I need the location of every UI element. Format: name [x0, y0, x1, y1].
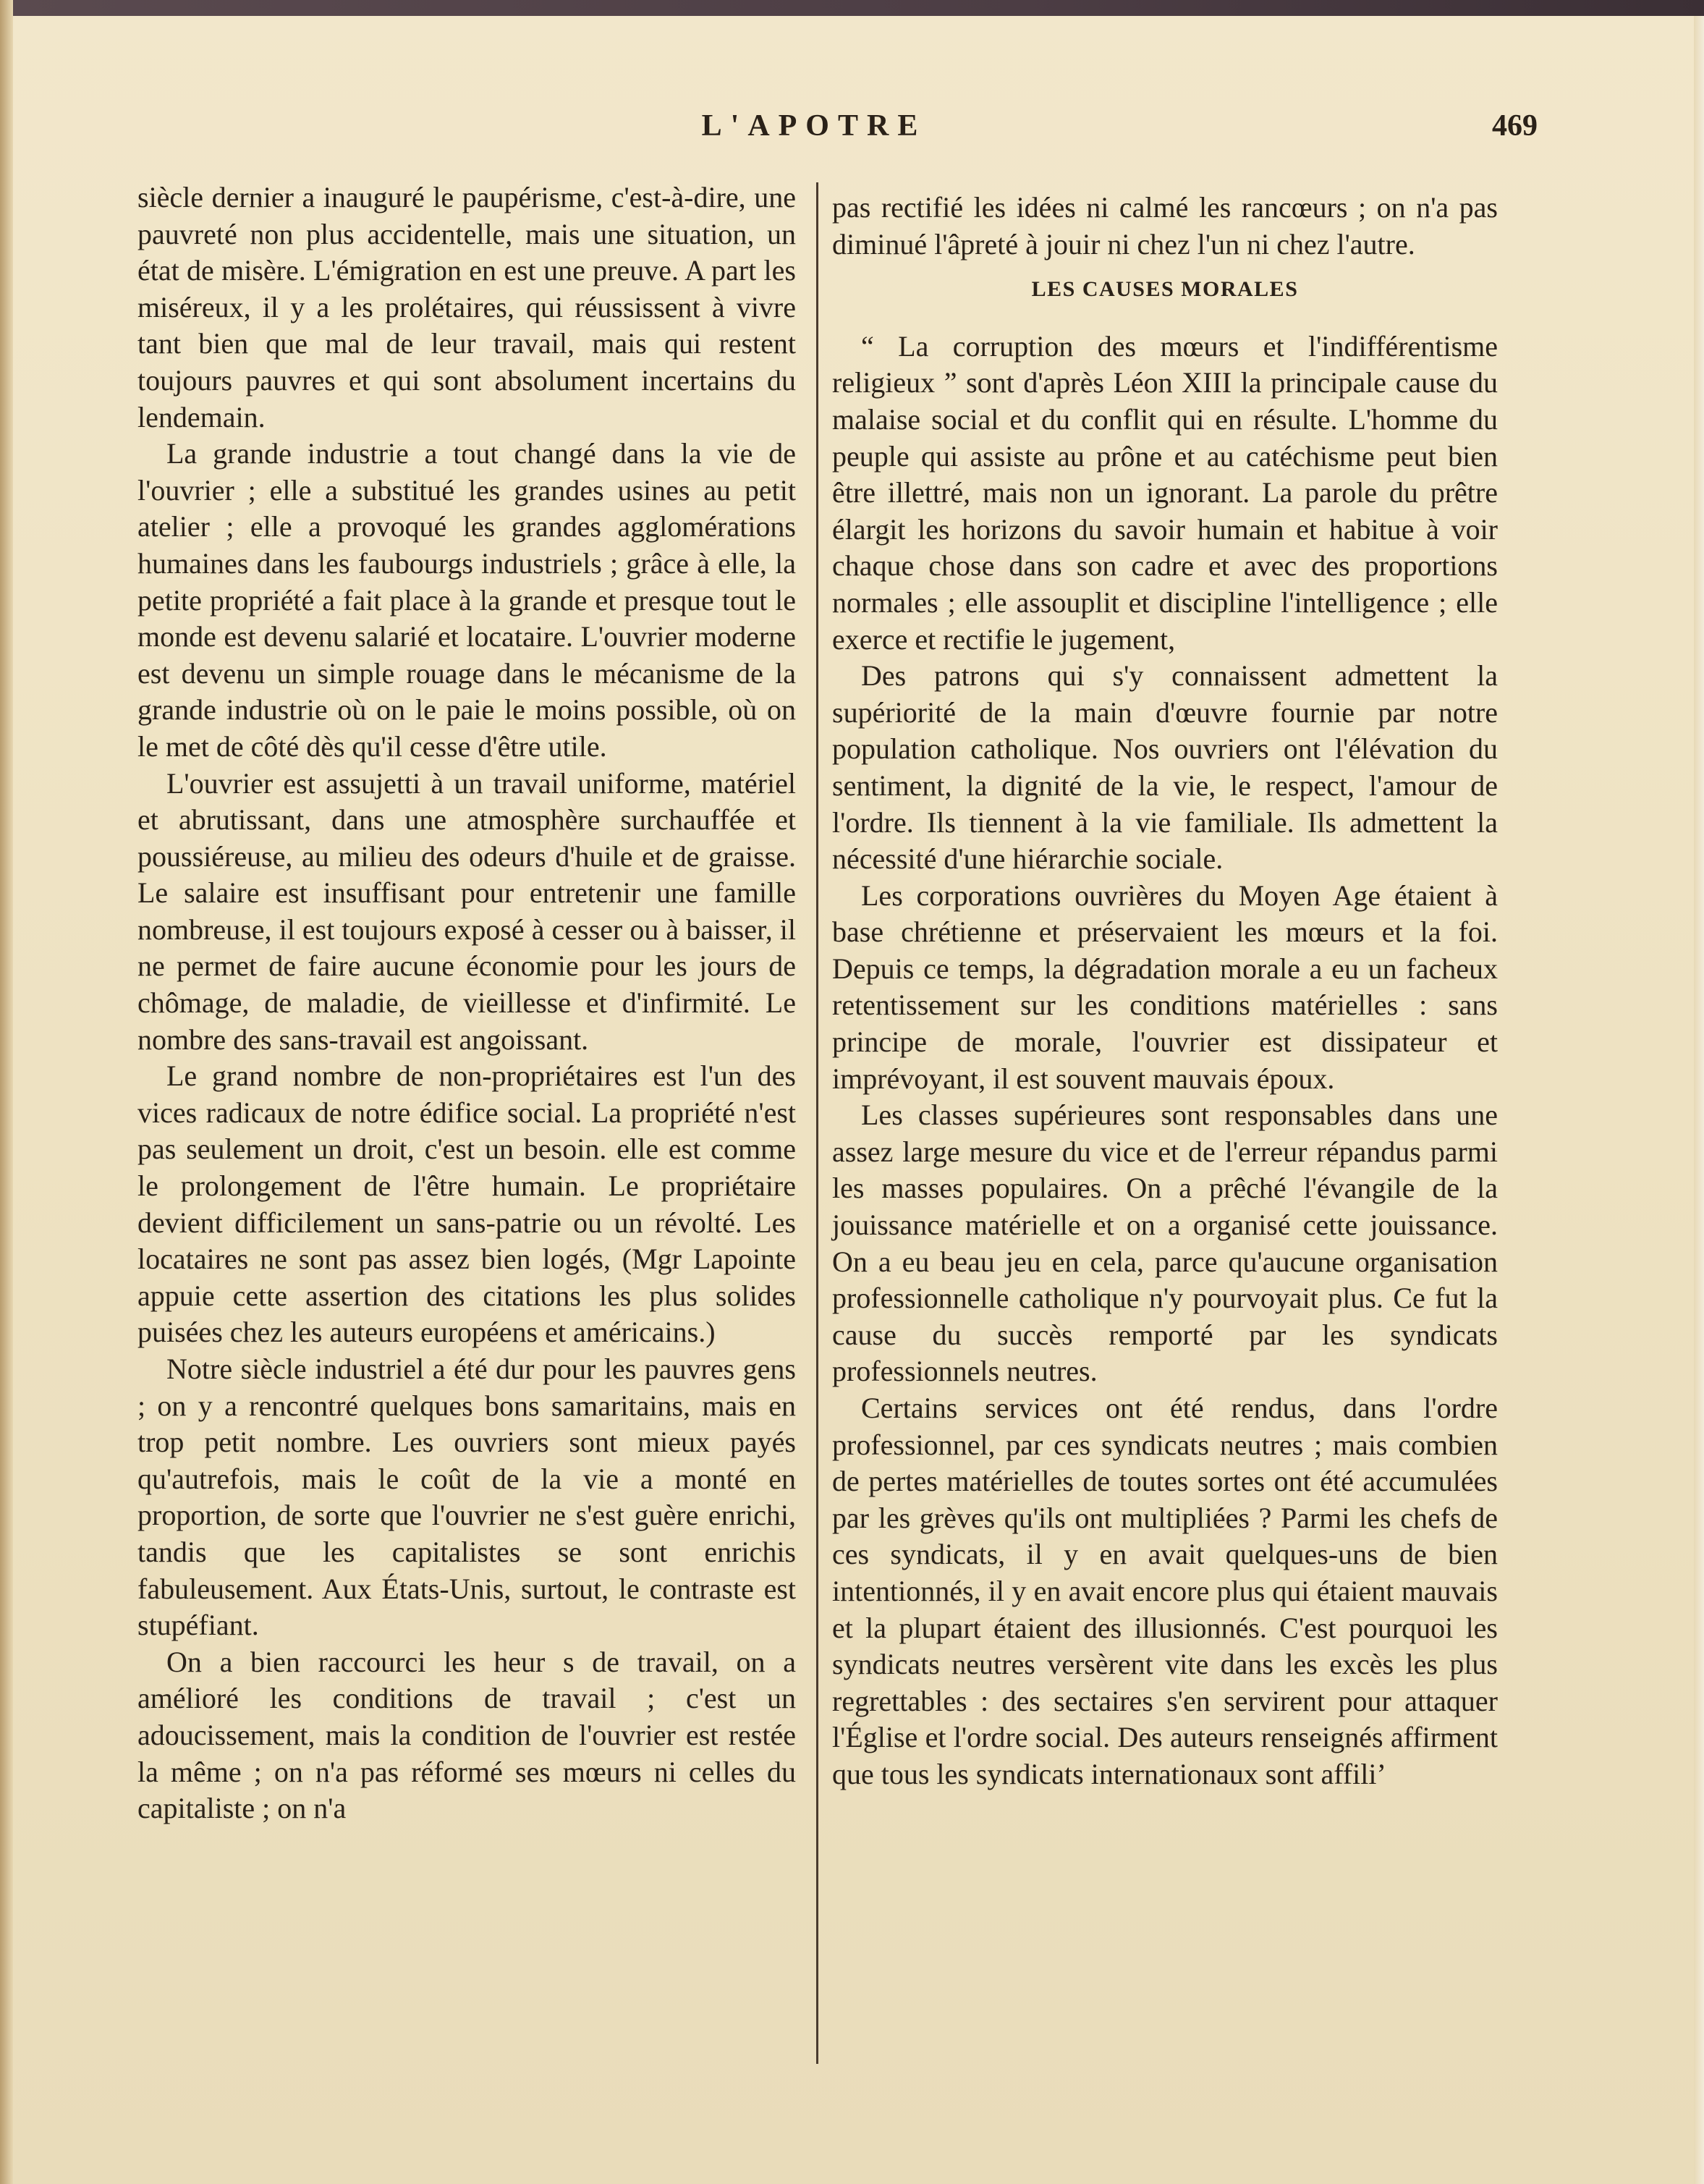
page-outer-edge: [1694, 16, 1704, 2184]
paragraph: Certains services ont été rendus, dans l'ordre professionnel, par ces syndicats neutres ; mais combien de pertes matérielles de toutes sortes ont été accumulées par les grèves qu'ils ont multipliées ? Parmi les chefs de ces syndicats, il y en avait quelques-uns de bien intentionnés, il y en avait encore plus qui étaient mauvais et la plupart étaient des illusionnés. C'est pourquoi les syndicats neutres versèrent vite dans les excès les plus regrettables : des sectaires s'en servirent pour attaquer l'Église et l'ordre social. Des auteurs renseignés affirment que tous les syndicats internationaux sont affili’: [832, 1392, 1498, 1790]
paragraph: “ La corruption des mœurs et l'indifférentisme religieux ” sont d'après Léon XIII la principale cause du malaise social et du conflit qui en résulte. L'homme du peuple qui assiste au prône et au catéchisme peut bien être illettré, mais non un ignorant. La parole du prêtre élargit les horizons du savoir humain et habitue à voir chaque chose dans son cadre et avec des proportions normales ; elle assouplit et discipline l'intelligence ; elle exerce et rectifie le jugement,: [832, 329, 1498, 656]
paragraph: Les corporations ouvrières du Moyen Age étaient à base chrétienne et préservaient les mœurs et la foi. Depuis ce temps, la dégradation morale a eu un facheux retentissement sur les conditions matérielles : sans principe de morale, l'ouvrier est dissipateur et imprévoyant, il est souvent mauvais époux.: [832, 879, 1498, 1095]
paragraph: Le grand nombre de non-propriétaires est l'un des vices radicaux de notre édifice social. La propriété n'est pas seulement un droit, c'est un besoin. elle est comme le prolongement de l'être humain. Le propriétaire devient difficilement un sans-patrie ou un révolté. Les locataires ne sont pas assez bien logés, (Mgr Lapointe appuie cette assertion des citations les plus solides puisées chez les auteurs européens et américains.): [137, 1059, 796, 1349]
paragraph: pas rectifié les idées ni calmé les rancœurs ; on n'a pas diminué l'âpreté à jouir ni chez l'un ni chez l'autre.: [832, 191, 1498, 261]
left-column: [137, 179, 796, 1827]
section-heading: LES CAUSES MORALES: [1031, 277, 1299, 302]
paragraph: siècle dernier a inauguré le paupérisme, c'est-à-dire, une pauvreté non plus accidentelle, mais une situation, un état de misère. L'émigration en est une preuve. A part les miséreux, il y a les prolétaires, qui réussissent à vivre tant bien que mal de leur travail, mais qui restent toujours pauvres et qui sont absolument incertains du lendemain.: [137, 181, 796, 433]
paragraph: Notre siècle industriel a été dur pour les pauvres gens ; on y a rencontré quelques bons samaritains, mais en trop petit nombre. Les ouvriers sont mieux payés qu'autrefois, mais le coût de la vie a monté en proportion, de sorte que l'ouvrier ne s'est guère enrichi, tandis que les capitalistes se sont enrichis fabuleusement. Aux États-Unis, surtout, le contraste est stupéfiant.: [137, 1353, 796, 1642]
page-number: 469: [1492, 109, 1538, 143]
page-binding-edge: [0, 0, 13, 2184]
right-column: [832, 190, 1498, 1793]
paragraph: On a bien raccourci les heur s de travail, on a amélioré les conditions de travail ; c'est un adoucissement, mais la condition de l'ouvrier est restée la même ; on n'a pas réformé ses mœurs ni celles du capitaliste ; on n'a: [137, 1645, 796, 1825]
paragraph: L'ouvrier est assujetti à un travail uniforme, matériel et abrutissant, dans une atmosphère surchauffée et poussiéreuse, au milieu des odeurs d'huile et de graisse. Le salaire est insuffisant pour entretenir une famille nombreuse, il est toujours exposé à cesser ou à baisser, il ne permet de faire aucune économie pour les jours de chômage, de maladie, de vieillesse et d'infirmité. Le nombre des sans-travail est angoissant.: [137, 766, 796, 1056]
book-cover-edge: [0, 0, 1704, 16]
column-divider: [816, 182, 818, 2064]
paragraph: La grande industrie a tout changé dans la vie de l'ouvrier ; elle a substitué les grandes usines au petit atelier ; elle a provoqué les grandes agglomérations humaines dans les faubourgs industriels ; grâce à elle, la petite propriété a fait place à la grande et presque tout le monde est devenu salarié et locataire. L'ouvrier moderne est devenu un simple rouage dans le mécanisme de la grande industrie où on le paie le moins possible, où on le met de côté dès qu'il cesse d'être utile.: [137, 437, 796, 763]
paragraph: Les classes supérieures sont responsables dans une assez large mesure du vice et de l'erreur répandus parmi les masses populaires. On a prêché l'évangile de la jouissance matérielle et on a organisé cette jouissance. On a eu beau jeu en cela, parce qu'aucune organisation professionnelle catholique n'y pourvoyait plus. Ce fut la cause du succès remporté par les syndicats professionnels neutres.: [832, 1099, 1498, 1388]
running-header-title: L'APOTRE: [701, 109, 927, 143]
paragraph: Des patrons qui s'y connaissent admettent la supériorité de la main d'œuvre fournie par notre population catholique. Nos ouvriers ont l'élévation du sentiment, la dignité de la vie, le respect, l'amour de l'ordre. Ils tiennent à la vie familiale. Ils admettent la nécessité d'une hiérarchie sociale.: [832, 659, 1498, 876]
